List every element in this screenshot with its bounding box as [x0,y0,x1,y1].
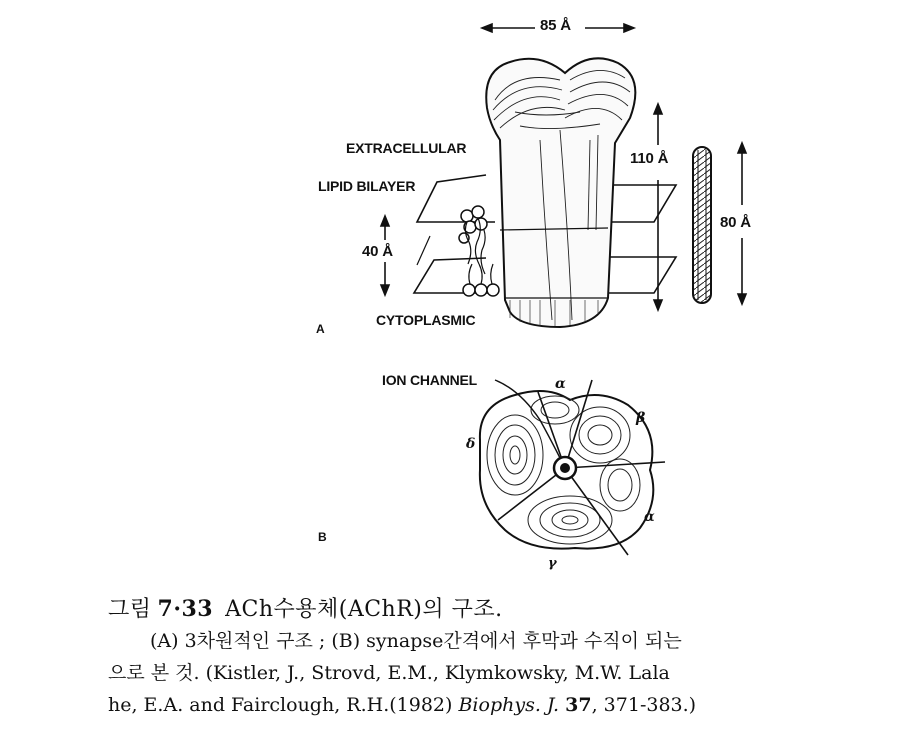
receptor-height-arrow [654,104,662,310]
panel-b-drawing [480,380,665,555]
caption-line-2: 으로 본 것. (Kistler, J., Strovd, E.M., Klymkowsky, M.W. Lala [108,662,670,684]
subunit-alpha-right: α [644,509,655,525]
lipid-pointer [417,236,430,265]
extracellular-label: EXTRACELLULAR [346,140,467,156]
caption-body [108,625,908,721]
caption-pages: , 371-383.) [591,694,697,716]
ion-channel-label: ION CHANNEL [382,372,478,388]
subunit-alpha-top: α [555,376,566,392]
alpha-helix-rod [693,147,711,303]
caption-line-1: (A) 3차원적인 구조 ; (B) synapse간격에서 후막과 수직이 되는 [150,630,682,652]
rod-measure-label: 80 Å [720,214,751,231]
panel-a-drawing [381,24,746,327]
panel-a-letter: A [316,322,325,336]
caption-journal: Biophys. J. [458,694,560,716]
caption-title-text: ACh수용체(AChR)의 구조. [225,597,503,622]
caption-figure-number: 7·33 [157,596,214,622]
cytoplasmic-label: CYTOPLASMIC [376,312,476,328]
subunit-gamma: γ [548,556,557,571]
subunit-beta: β [636,410,646,426]
bilayer-measure-label: 40 Å [362,243,393,260]
caption-prefix: 그림 [108,597,152,622]
caption-title [108,592,908,623]
lipid-bilayer-label: LIPID BILAYER [318,178,416,194]
width-measure-label: 85 Å [540,17,571,34]
receptor-body [486,58,635,327]
caption-volume: 37 [565,694,592,716]
caption-line-3 [108,689,908,721]
caption-authors: he, E.A. and Fairclough, R.H.(1982) [108,694,459,716]
height-measure-label: 110 Å [630,150,669,167]
subunit-delta: δ [466,436,476,452]
figure-caption [108,592,908,721]
panel-b-letter: B [318,530,327,544]
